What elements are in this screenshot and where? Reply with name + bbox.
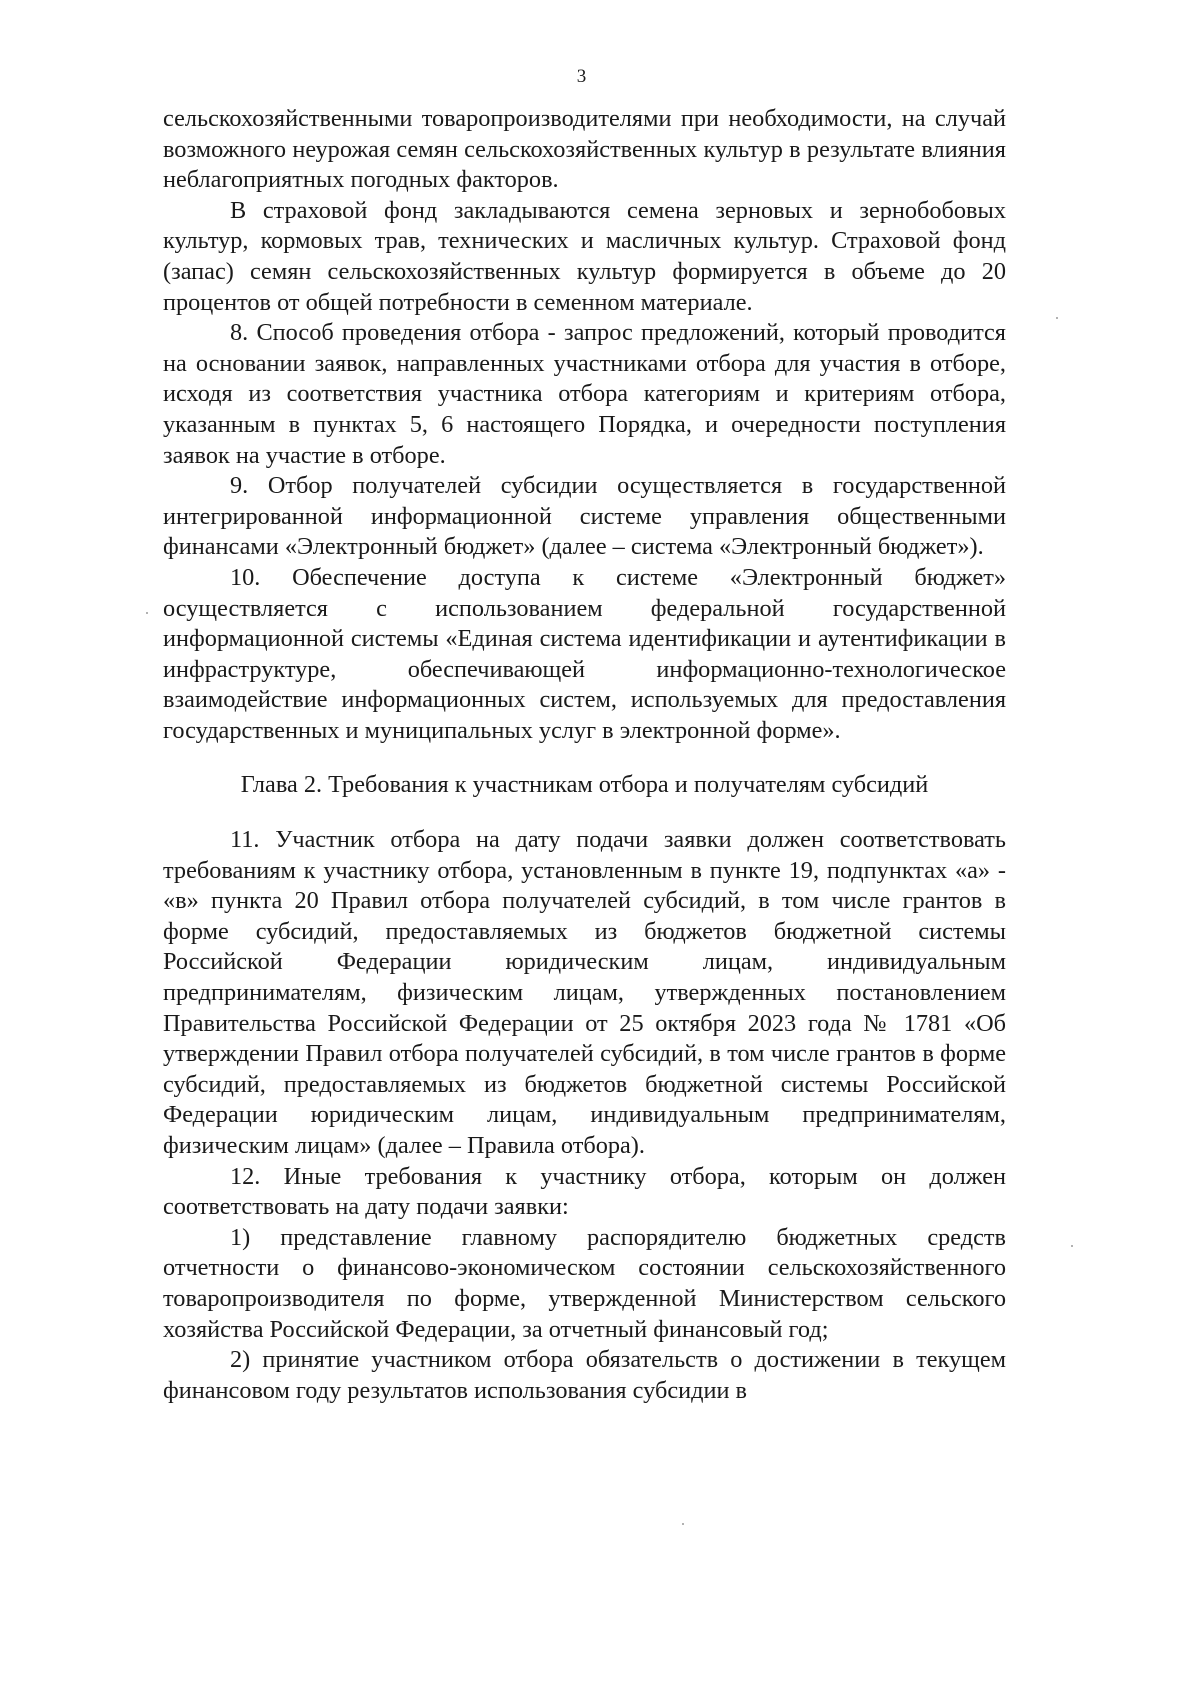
paragraph-item-12-2: 2) принятие участником отбора обязательств о достижении в текущем финансовом году результатов использования субсидии в: [163, 1346, 1006, 1404]
paragraph-item-12: 12. Иные требования к участнику отбора, которым он должен соответствовать на дату подачи заявки:: [163, 1162, 1006, 1221]
document-body: [163, 104, 1006, 1406]
paragraph-item-11: 11. Участник отбора на дату подачи заявки должен соответствовать требованиям к участнику отбора, установленным в пункте 19, подпунктах «а» - «в» пункта 20 Правил отбора получателей субсидий, в том числе грантов в форме субсидий, предоставляемых из бюджетов бюджетной системы Российской Федерации юридическим лицам, индивидуальным предпринимателям, физическим лицам, утвержденных постановлением Правительства Российской Федерации от 25 октября 2023 года № 1781 «Об утверждении Правил отбора получателей субсидий, в том числе грантов в форме субсидий, предоставляемых из бюджетов бюджетной системы Российской Федерации юридическим лицам, индивидуальным предпринимателям, физическим лицам» (далее – Правила отбора).: [163, 826, 1006, 1159]
scan-speck: [1071, 1245, 1073, 1247]
paragraph-insurance-fund: В страховой фонд закладываются семена зерновых и зернобобовых культур, кормовых трав, технических и масличных культур. Страховой фонд (запас) семян сельскохозяйственных культур формируется в объеме до 20 процентов от общей потребности в семенном материале.: [163, 196, 1006, 316]
scan-speck: [1056, 317, 1058, 319]
paragraph-item-12-1: 1) представление главному распорядителю бюджетных средств отчетности о финансово-экономическом состоянии сельскохозяйственного товаропроизводителя по форме, утвержденной Министерством сельского хозяйства Российской Федерации, за отчетный финансовый год;: [163, 1223, 1006, 1343]
scan-speck: [146, 612, 148, 614]
page-number: 3: [576, 66, 587, 87]
scan-speck: [682, 1523, 684, 1525]
paragraph-item-8: 8. Способ проведения отбора - запрос предложений, который проводится на основании заявок, направленных участниками отбора для участия в отборе, исходя из соответствия участника отбора категориям и критериям отбора, указанным в пунктах 5, 6 настоящего Порядка, и очередности поступления заявок на участие в отборе.: [163, 319, 1006, 469]
paragraph-item-10: 10. Обеспечение доступа к системе «Электронный бюджет» осуществляется с использованием федеральной государственной информационной системы «Единая система идентификации и аутентификации в инфраструктуре, обеспечивающей информационно-технологическое взаимодействие информационных систем, используемых для предоставления государственных и муниципальных услуг в электронной форме».: [163, 563, 1006, 744]
chapter-heading: Глава 2. Требования к участникам отбора и получателям субсидий: [240, 771, 929, 799]
paragraph-item-9: 9. Отбор получателей субсидии осуществляется в государственной интегрированной информационной системе управления общественными финансами «Электронный бюджет» (далее – система «Электронный бюджет»).: [163, 472, 1006, 561]
paragraph-continuation: сельскохозяйственными товаропроизводителями при необходимости, на случай возможного неурожая семян сельскохозяйственных культур в результате влияния неблагоприятных погодных факторов.: [163, 105, 1006, 194]
